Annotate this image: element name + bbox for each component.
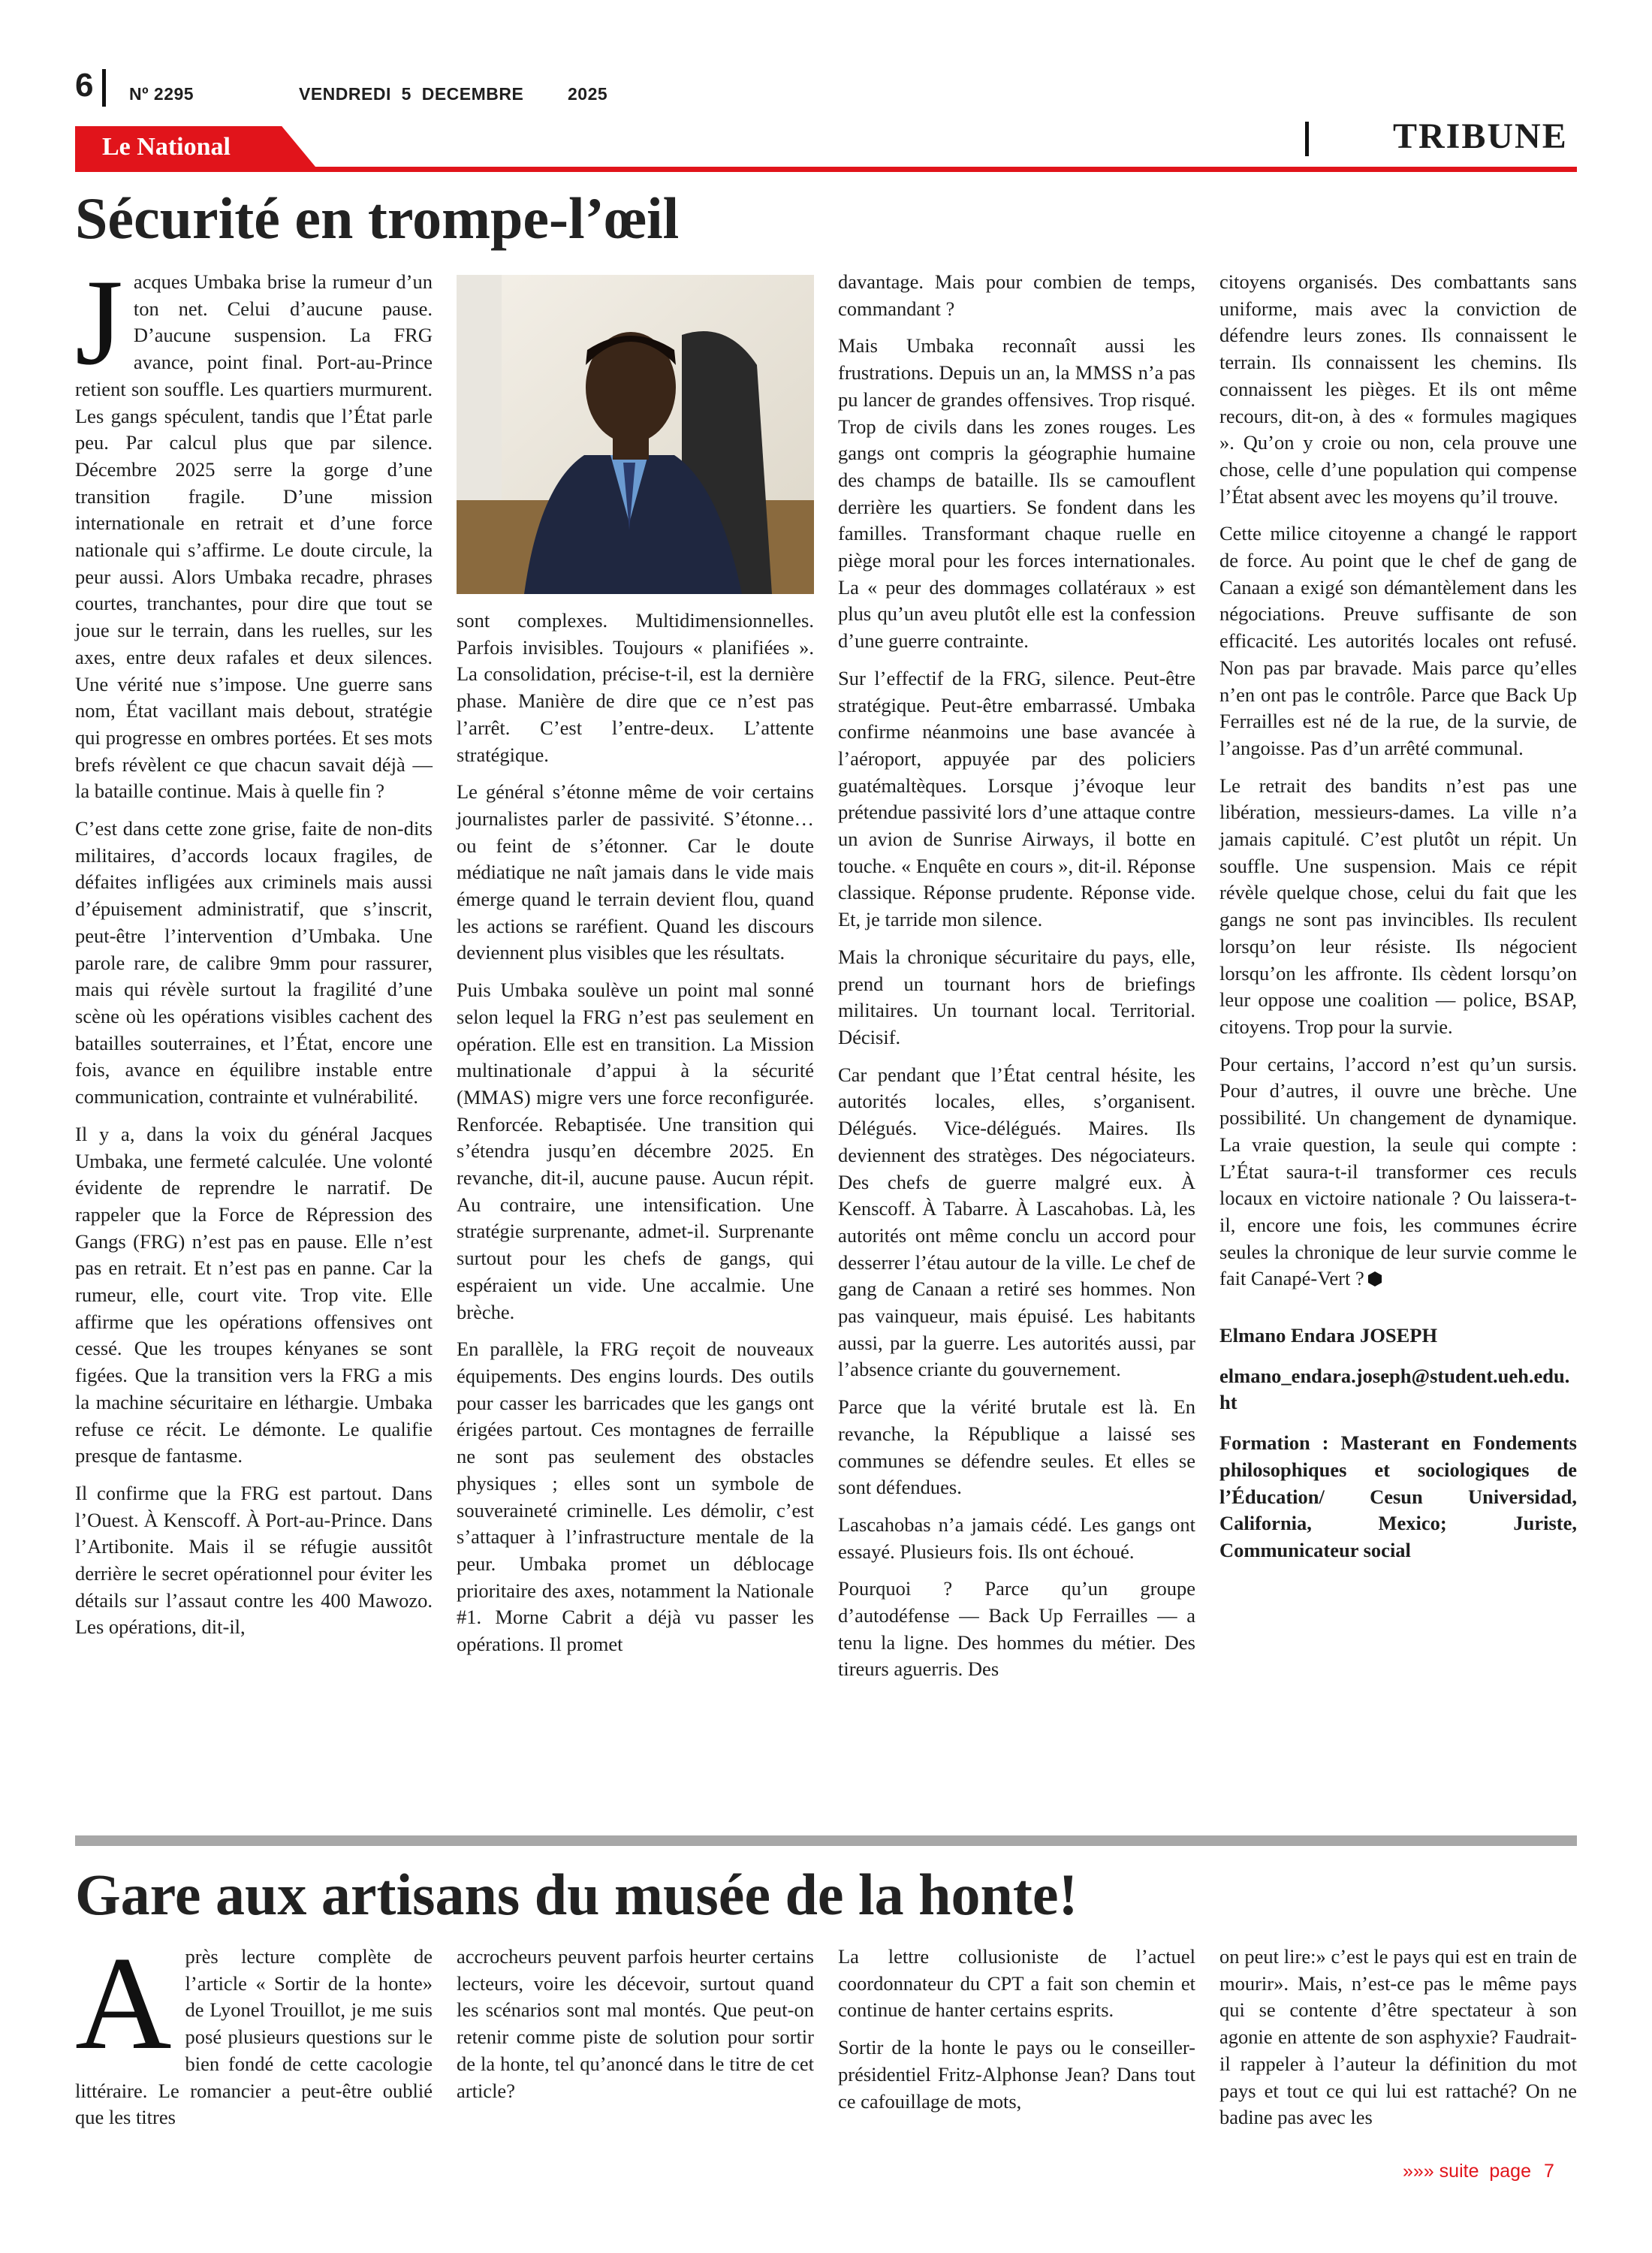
paragraph: Il y a, dans la voix du général Jacques Umbaka, une fermeté calculée. Une volonté évidente de reprendre le narratif. De rappeler que la Force de Répression des Gangs (FRG) n’est pas en pause. Elle n’est pas en retrait. Et n’est pas en panne. Car la rumeur, elle, court vite. Trop vite. Elle affirme que les opérations offensives ont cessé. Que les troupes kényanes se sont figées. Que la transition vers la FRG a mis la machine sécuritaire en léthargie. Umbaka refuse ce récit. Le démonte. Le qualifie presque de fantasme.: [75, 1122, 433, 1467]
page-number-divider: [102, 69, 106, 107]
article-headline: Sécurité en trompe-l’œil: [75, 185, 680, 251]
paragraph: Sortir de la honte le pays ou le conseiller-présidentiel Fritz-Alphonse Jean? Dans tout ce cafouillage de mots,: [838, 2036, 1195, 2113]
paragraph: Parce que la vérité brutale est là. En revanche, la République a laissé ses communes se défendre seules. Et elles se sont défendues.: [838, 1395, 1195, 1499]
paragraph-text: près lecture complète de l’article « Sortir de la honte» de Lyonel Trouillot, je me suis posé plusieurs questions sur le bien fondé de cette cacologie littéraire. Le romancier a peut-être oublié que les titres: [75, 1945, 433, 2129]
end-mark-icon: [1367, 1271, 1383, 1287]
issue-date: VENDREDI 5 DECEMBRE: [299, 84, 524, 104]
article-column-4: [1219, 269, 1577, 1578]
paragraph: Il confirme que la FRG est partout. Dans l’Ouest. À Kenscoff. À Port-au-Prince. Dans l’Artibonite. Mais il se réfugie aussitôt derrière le secret opérationnel pour éviter les détails sur l’assaut contre les 400 Mawozo. Les opérations, dit-il,: [75, 1481, 433, 1639]
issue-number: Nº 2295: [129, 84, 194, 104]
article-column-4: [1219, 1944, 1577, 2142]
author-bio: Formation : Masterant en Fondements philosophiques et sociologiques de l’Éducation/ Cesun Universidad, California, Mexico; Juriste, Communicateur social: [1219, 1431, 1577, 1561]
continuation-arrows: »»»: [1403, 2161, 1434, 2182]
paragraph: Mais la chronique sécuritaire du pays, elle, prend un tournant hors de briefings militaires. Un tournant local. Territorial. Décisif.: [838, 945, 1195, 1048]
author-email: elmano_endara.joseph@student.ueh.edu.ht: [1219, 1364, 1570, 1414]
paragraph: Car pendant que l’État central hésite, les autorités locales, elles, s’organisent. Délégués. Vice-délégués. Maires. Ils deviennent des stratèges. Des négociateurs. Des chefs de guerre malgré eux. À Kenscoff. À Tabarre. À Lascahobas. Là, les autorités ont même conclu un accord pour desserrer l’étau autour de la ville. Le chef de gang de Canaan a retiré ses hommes. Non pas vainqueur, mais épuisé. Les habitants aussi, par la guerre. Les autorités aussi, par l’absence criante du gouvernement.: [838, 1063, 1195, 1381]
author-photo: [457, 275, 814, 594]
paragraph: davantage. Mais pour combien de temps, commandant ?: [838, 270, 1195, 320]
continuation-label: suite page: [1439, 2161, 1531, 2182]
article-column-2: [457, 1944, 814, 2115]
continuation-page: 7: [1543, 2161, 1554, 2182]
drop-cap: A: [75, 1929, 172, 2077]
issue-year: 2025: [568, 84, 608, 104]
article-column-2: [457, 275, 814, 1669]
continuation-link[interactable]: [1403, 2160, 1554, 2182]
article-column-1: [75, 1929, 433, 2142]
paragraph: Le retrait des bandits n’est pas une libération, messieurs-dames. La ville n’a jamais capitulé. C’est plutôt un répit. Un souffle. Une suspension. Mais ce répit révèle quelque chose, celui du fait que les gangs ne sont pas invincibles. Ils reculent lorsqu’on leur résiste. Ils négocient lorsqu’on les affronte. Ils cèdent lorsqu’on leur oppose une coalition — police, BSAP, citoyens. Trop pour la survie.: [1219, 774, 1577, 1038]
paragraph: Puis Umbaka soulève un point mal sonné selon lequel la FRG n’est pas seulement en opération. Elle est en transition. La Mission multinationale d’appui à la sécurité (MMAS) migre vers une force reconfigurée. Renforcée. Rebaptisée. Une transition qui s’étendra jusqu’en décembre 2025. En revanche, dit-il, aucune pause. Aucun répit. Au contraire, une intensification. Une stratégie surprenante, admet-il. Surprenante surtout pour les chefs de gangs, qui espéraient un vide. Une accalmie. Une brèche.: [457, 979, 814, 1323]
section-label: TRIBUNE: [1393, 116, 1568, 156]
article-separator: [75, 1835, 1577, 1846]
author-name: Elmano Endara JOSEPH: [1219, 1324, 1438, 1347]
paragraph: citoyens organisés. Des combattants sans uniforme, mais avec la conviction de défendre leurs zones. Ils connaissent le terrain. Ils connaissent les chemins. Ils connaissent les pièges. Et ils ont même recours, dit-on, à des « formules magiques ». Qu’on y croie ou non, cela prouve une chose, celle d’une population qui compense l’État absent avec les moyens qu’il trouve.: [1219, 270, 1577, 508]
paragraph: Pourquoi ? Parce qu’un groupe d’autodéfense — Back Up Ferrailles — a tenu la ligne. Des hommes du métier. Des tireurs aguerris. Des: [838, 1577, 1195, 1681]
article-headline: Gare aux artisans du musée de la honte!: [75, 1862, 1078, 1927]
paragraph: accrocheurs peuvent parfois heurter certains lecteurs, voire les décevoir, surtout quand les scénarios sont mal montés. Que peut-on retenir comme piste de solution pour sortir de la honte, tel qu’anoncé dans le titre de cet article?: [457, 1945, 814, 2102]
paragraph: Cette milice citoyenne a changé le rapport de force. Au point que le chef de gang de Canaan a exigé son démantèlement dans les négociations. Preuve suffisante de son efficacité. Les autorités locales ont refusé. Non pas par bravade. Mais parce qu’elles n’en ont pas le contrôle. Parce que Back Up Ferrailles est né de la rue, de la survie, de l’angoisse. Pas d’un arrêté communal.: [1219, 522, 1577, 759]
article-column-3: [838, 269, 1195, 1694]
section-divider: [1305, 122, 1309, 156]
paragraph: Mais Umbaka reconnaît aussi les frustrations. Depuis un an, la MMSS n’a pas pu lancer de grandes offensives. Trop risqué. Trop de civils dans les zones rouges. Les gangs ont compris la géographie humaine des champs de bataille. Ils se camouflent derrière les quartiers. Se fondent dans les familles. Transformant chaque ruelle en piège moral pour les forces internationales. La « peur des dommages collatéraux » est plus qu’un aveu plutôt elle est la confession d’une guerre contrainte.: [838, 334, 1195, 653]
author-signature: [1219, 1323, 1577, 1564]
article-column-1: [75, 255, 433, 1651]
paragraph-text: Pour certains, l’accord n’est qu’un sursis. Pour d’autres, il ouvre une brèche. Une possibilité. Un changement de dynamique. La vraie question, la seule qui compte : L’État saura-t-il transformer ces reculs locaux en victoire nationale ? Ou laissera-t-il, encore une fois, les communes écrire seules la chronique de leur survie comme le fait Canapé-Vert ?: [1219, 1052, 1577, 1290]
paragraph: C’est dans cette zone grise, faite de non-dits militaires, d’accords locaux fragiles, de défaites infligées aux criminels mais aussi d’épuisement administratif, que s’inscrit, peut-être l’intervention d’Umbaka. Une parole rare, de calibre 9mm pour rassurer, mais qui révèle surtout la fragilité d’une scène où les opérations visibles cachent des batailles souterraines, et l’État, encore une fois, avance en équilibre instable entre communication, contrainte et vulnérabilité.: [75, 817, 433, 1108]
paragraph-text: acques Umbaka brise la rumeur d’un ton net. Celui d’aucune pause. D’aucune suspension. La FRG avance, point final. Port-au-Prince retient son souffle. Les quartiers murmurent. Les gangs spéculent, tandis que l’État parle peu. Par calcul plus que par silence. Décembre 2025 serre la gorge d’une transition fragile. D’une mission internationale en retrait et d’une force nationale qui s’affirme. Le doute circule, la peur aussi. Alors Umbaka recadre, phrases courtes, tranchantes, pour dire que tout se joue sur le terrain, dans les ruelles, sur les axes, entre deux rafales et deux silences. Une vérité nue s’impose. Une guerre sans nom, État vacillant mais debout, stratégie qui progresse en ombres portées. Et ses mots brefs révèlent ce que chacun savait déjà — la bataille continue. Mais à quelle fin ?: [75, 270, 433, 803]
paragraph: Lascahobas n’a jamais cédé. Les gangs ont essayé. Plusieurs fois. Ils ont échoué.: [838, 1513, 1195, 1563]
page-number: 6: [75, 67, 94, 104]
paragraph: [75, 255, 433, 805]
article-column-3: [838, 1944, 1195, 2125]
paragraph: [75, 1929, 433, 2131]
paragraph: En parallèle, la FRG reçoit de nouveaux équipements. Des engins lourds. Des outils pour casser les barricades que les gangs ont érigées partout. Ces montagnes de ferraille ne sont pas seulement des obstacles physiques ; elles sont un symbole de souveraineté criminelle. Les démolir, c’est s’attaquer à l’infrastructure mentale de la peur. Umbaka promet un déblocage prioritaire des axes, notamment la Nationale #1. Morne Cabrit a déjà vu passer les opérations. Il promet: [457, 1338, 814, 1656]
paragraph: Sur l’effectif de la FRG, silence. Peut-être stratégique. Peut-être embarrassé. Umbaka confirme néanmoins une base avancée à l’aéroport, appuyée par des policiers guatémaltèques. Lorsque j’évoque leur prétendue passivité lors d’une attaque contre un avion de Sunrise Airways, il botte en touche. « Enquête en cours », dit-il. Réponse classique. Réponse prudente. Réponse vide. Et, je tarride mon silence.: [838, 666, 1195, 931]
paragraph: Le général s’étonne même de voir certains journalistes parler de passivité. S’étonne… ou feint de s’étonner. Car le doute médiatique ne naît jamais dans le vide mais émerge quand le terrain devient flou, quand les actions se raréfient. Quand les discours deviennent plus visibles que les résultats.: [457, 780, 814, 964]
newspaper-brand: Le National: [102, 133, 231, 161]
paragraph: sont complexes. Multidimensionnelles. Parfois invisibles. Toujours « planifiées ». La consolidation, précise-t-il, est la dernière phase. Manière de dire que ce n’est pas l’arrêt. C’est l’entre-deux. L’attente stratégique.: [457, 609, 814, 766]
header-rule: [75, 167, 1577, 172]
paragraph: on peut lire:» c’est le pays qui est en train de mourir». Mais, n’est-ce pas le même pays qui se contente d’être spectateur à son agonie en attente de son asphyxie? Faudrait-il rappeler à l’auteur la définition du mot pays et tout ce qui lui est rattaché? On ne badine pas avec les: [1219, 1945, 1577, 2129]
drop-cap: J: [75, 255, 123, 391]
paragraph: La lettre collusioniste de l’actuel coordonnateur du CPT a fait son chemin et continue de hanter certains esprits.: [838, 1945, 1195, 2022]
paragraph: [1219, 1051, 1577, 1292]
